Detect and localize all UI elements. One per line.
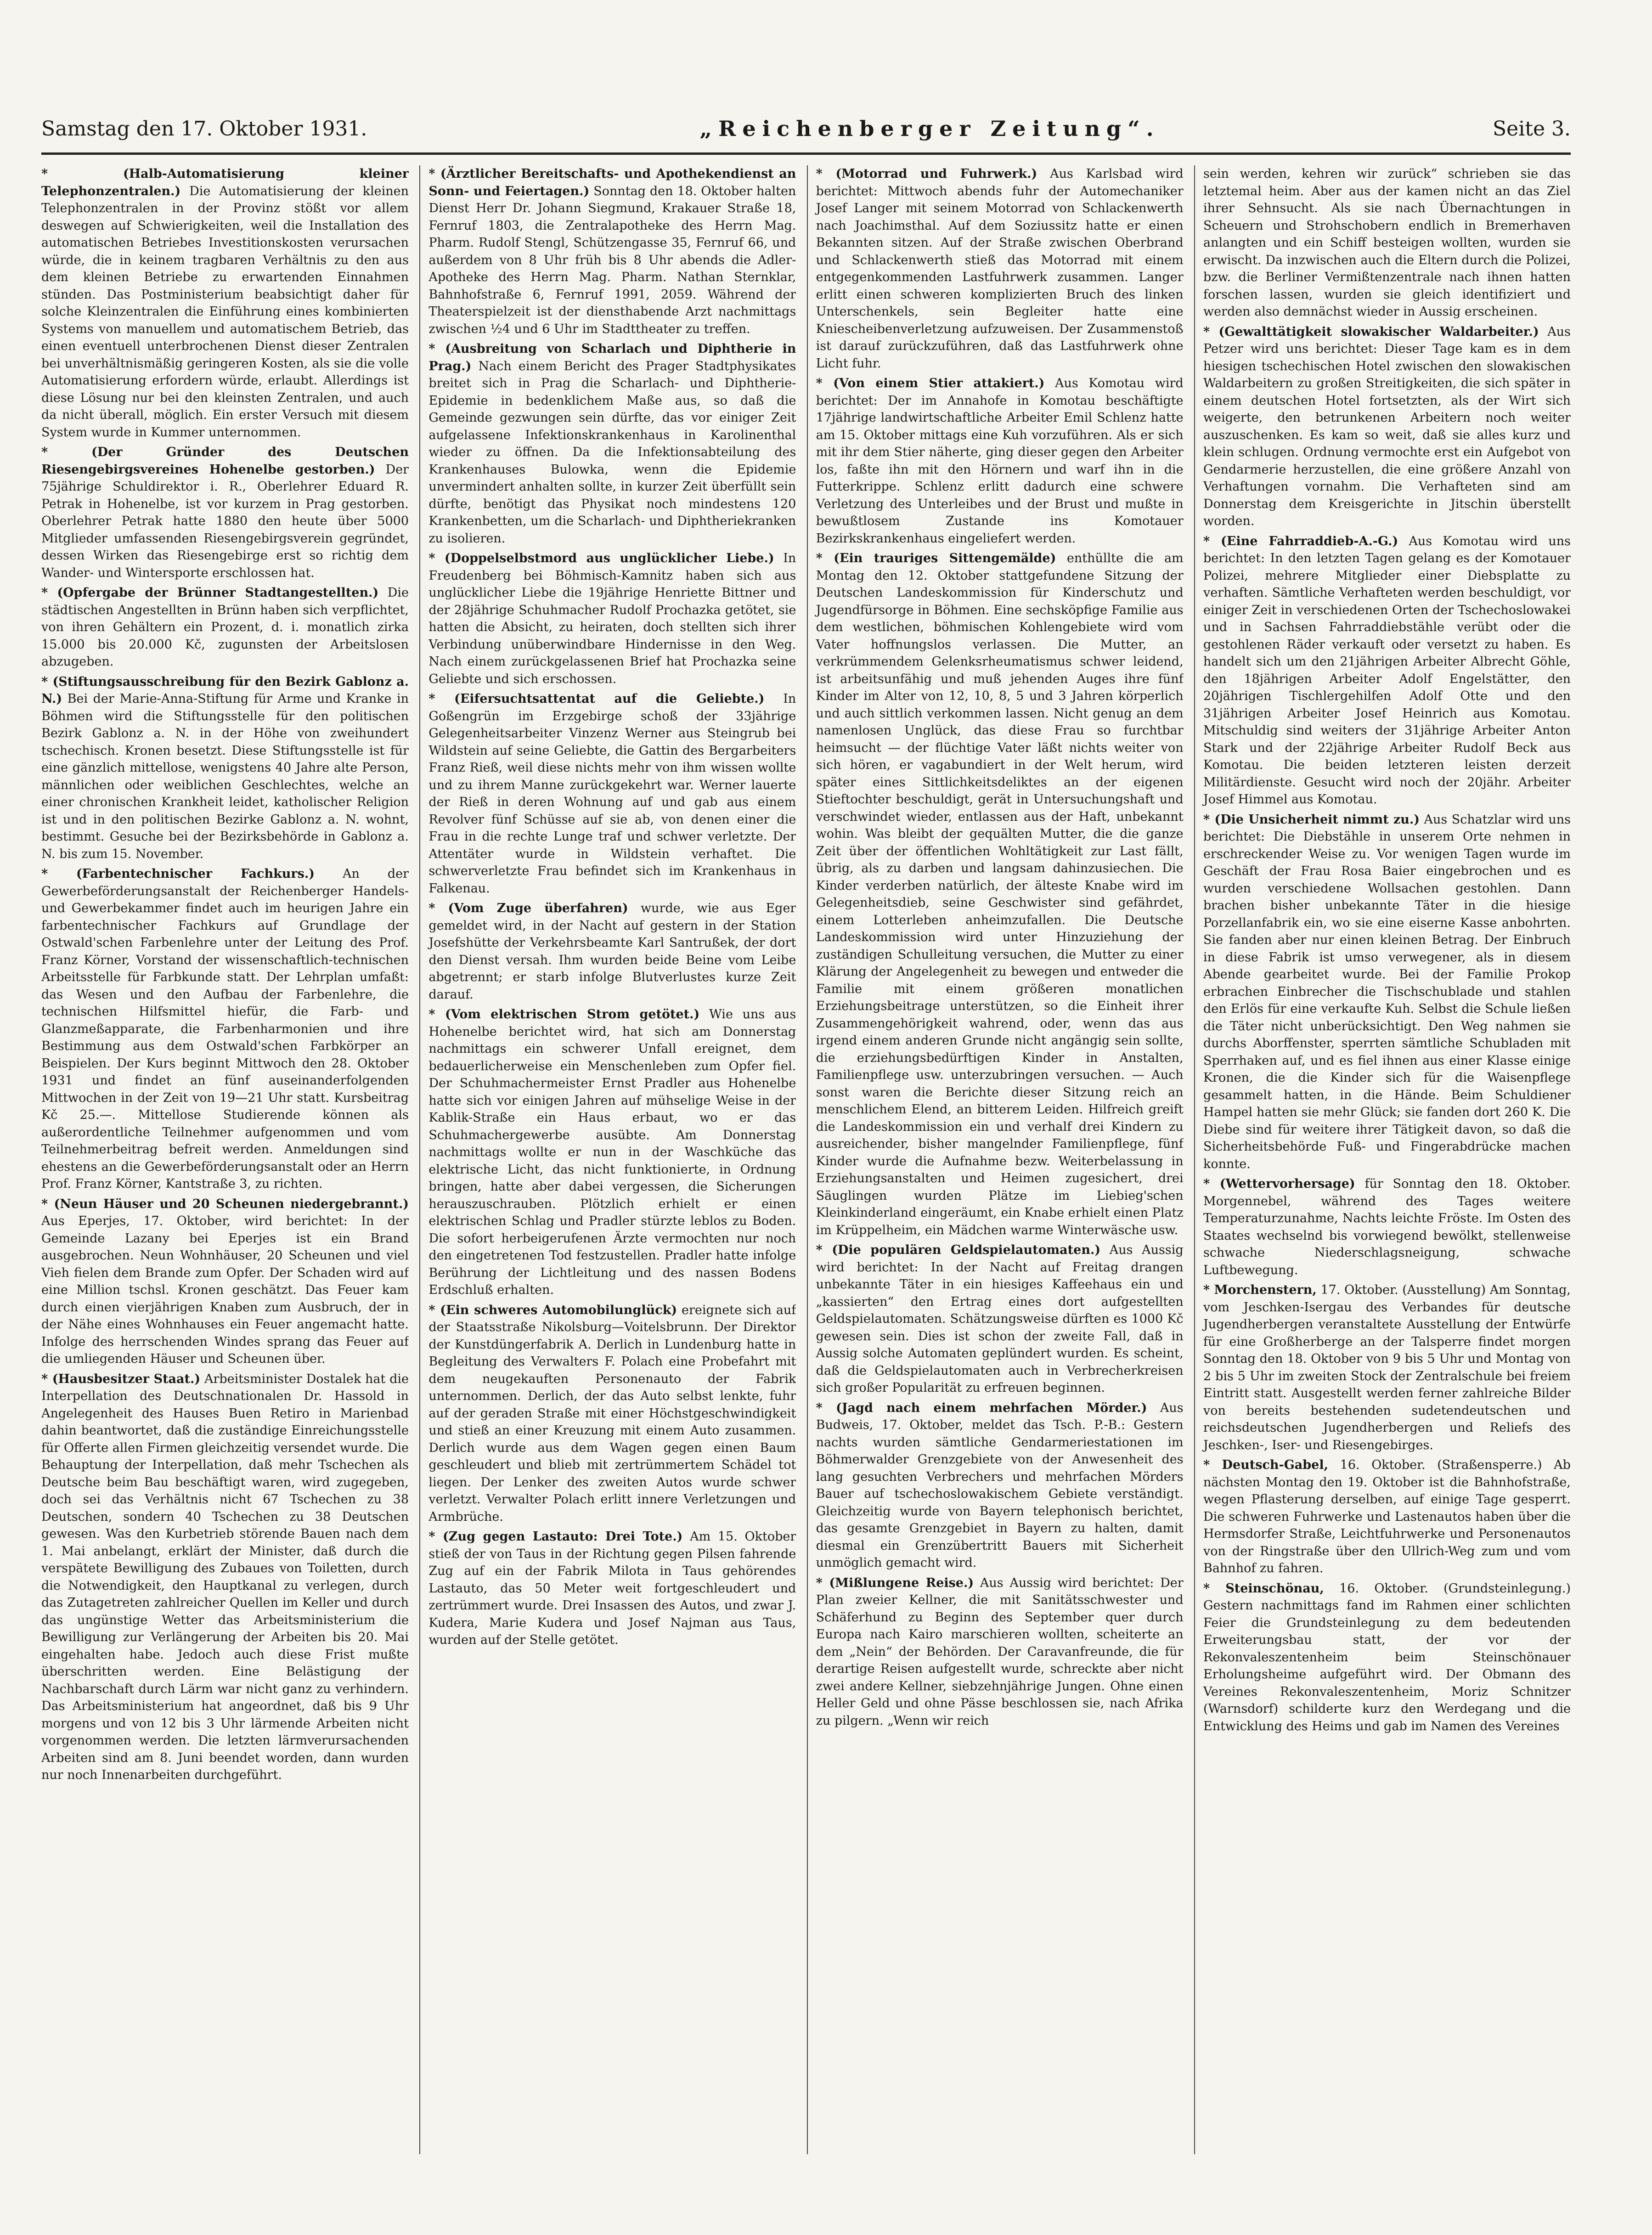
article-body: sein werden, kehren wir zurück“ schrieben sie das letztemal heim. Aber aus der kamen nicht an das Ziel ihrer Sehnsucht. Als sie nach Übernachtungen in Scheuern und Strohschobern endlich in Bremerhaven anlangten und ein Schiff besteigen wollten, wurden sie erwischt. Da inzwischen auch die Eltern durch die Polizei, bzw. die Berliner Vermißtenzentrale nach ihnen hatten forschen lassen, wurden sie gleich identifiziert und werden also demnächst wieder in Aussig erscheinen. — [1203, 167, 1571, 319]
news-article — [816, 165, 1184, 372]
article-heading: * (Die populären Geldspielautomaten.) — [816, 1243, 1101, 1257]
article-heading: * (Hausbesitzer Staat.) — [41, 1371, 201, 1386]
news-article — [429, 900, 796, 1003]
article-heading: * Morchenstern, — [1203, 1283, 1317, 1297]
article-body: In Freudenberg bei Böhmisch-Kamnitz haben sich aus unglücklicher Liebe die 19jährige Henriette Bittner und der 28jährige Schuhmacher Rudolf Prochazka getötet, sie hatten die Absicht, zu heiraten, doch stellten sich ihrer Verbindung unüberwindbare Hindernisse in den Weg. Nach einem zurückgelassenen Brief hat Prochazka seine Geliebte und sich erschossen. — [429, 551, 796, 686]
news-article — [41, 444, 409, 581]
article-heading: * (Ein trauriges Sittengemälde) — [816, 551, 1056, 565]
news-article — [816, 1242, 1184, 1397]
article-heading: * (Stiftungsausschreibung für den Bezirk Gablonz a. N.) — [41, 674, 409, 706]
article-body: ereignete sich auf der Staatsstraße Nikolsburg—Voitelsbrunn. Der Direktor der Kunstdüngerfabrik A. Derlich in Lundenburg hatte in Begleitung des Verwalters F. Polach eine Probefahrt mit dem neugekauften Personenauto der Fabrik unternommen. Derlich, der das Auto selbst lenkte, fuhr auf der geraden Straße mit einer Höchstgeschwindigkeit und stieß an einer Kreuzung mit einem Auto zusammen. Derlich wurde aus dem Wagen gegen einen Baum geschleudert und blieb mit zertrümmertem Schädel tot liegen. Der Lenker des zweiten Autos wurde schwer verletzt. Verwalter Polach erlitt innere Verletzungen und Armbrüche. — [429, 1303, 796, 1524]
article-heading: * (Ein schweres Automobilunglück) — [429, 1303, 677, 1317]
text-columns — [41, 165, 1571, 2154]
article-body: Aus Aussig wird berichtet: In der Nacht auf Freitag drangen unbekannte Täter in ein hiesiges Kaffeehaus ein und „kassierten“ den Ertrag eines dort aufgestellten Geldspielautomaten. Schätzungsweise dürften es 1000 Kč gewesen sein. Dies ist schon der zweite Fall, daß in Aussig solche Automaten geplündert wurden. Es scheint, daß die Geldspielautomaten auch in Verbrecherkreisen sich großer Popularität zu erfreuen beginnen. — [816, 1243, 1184, 1395]
issue-date: Samstag den 17. Oktober 1931. — [41, 117, 367, 141]
news-article — [1203, 1580, 1571, 1735]
article-body: Wie uns aus Hohenelbe berichtet wird, hat sich am Donnerstag nachmittags ein schwerer Unfall ereignet, dem bedauerlicherweise ein Menschenleben zum Opfer fiel. Der Schuhmachermeister Ernst Pradler aus Hohenelbe hatte sich vor einigen Jahren auf mühselige Weise in der Kablik-Straße ein Haus erbaut, wo er das Schuhmachergewerbe ausübte. Am Donnerstag nachmittags wollte er nun in der Waschküche das elektrische Licht, das nicht funktionierte, in Ordnung bringen, hatte aber dabei vergessen, die Sicherungen herauszuschrauben. Plötzlich erhielt er einen elektrischen Schlag und Pradler stürzte leblos zu Boden. Die sofort herbeigerufenen Ärzte vermochten nur noch den eingetretenen Tod festzustellen. Pradler hatte infolge Berührung der Lichtleitung und des nassen Bodens Erdschluß erhalten. — [429, 1007, 796, 1297]
news-article — [1203, 165, 1571, 321]
newspaper-page — [41, 110, 1571, 2159]
column-4 — [1194, 165, 1571, 2154]
article-heading: * (Von einem Stier attakiert.) — [816, 376, 1045, 390]
article-heading: * (Zug gegen Lastauto: Drei Tote.) — [429, 1530, 683, 1544]
article-body: Nach einem Bericht des Prager Stadtphysikates breitet sich in Prag die Scharlach- und Diphtherie-Epidemie in bedenklichem Maße aus, so daß die Gemeinde gezwungen sein dürfte, das vor einiger Zeit aufgelassene Infektionskrankenhaus in Karolinenthal wieder zu öffnen. Da die Infektionsabteilung des Krankenhauses Bulowka, wenn die Epidemie unvermindert anhalten sollte, in kurzer Zeit überfüllt sein dürfte, benötigt das Physikat noch mindestens 120 Krankenbetten, um die Scharlach- und Diphtheriekranken zu isolieren. — [429, 359, 796, 546]
article-body: Der 75jährige Schuldirektor i. R., Oberlehrer Eduard R. Petrak in Hohenelbe, ist vor kurzem in Prag gestorben. Oberlehrer Petrak hatte 1880 den heute über 5000 Mitglieder umfassenden Riesengebirgsverein gegründet, dessen Wirken das Riesengebirge erst so richtig dem Wander- und Wintersporte erschlossen hat. — [41, 462, 409, 580]
news-article — [816, 1575, 1184, 1730]
article-heading: * (Der Gründer des Deutschen Riesengebirgsvereines Hohenelbe gestorben.) — [41, 445, 409, 477]
article-heading: * (Farbentechnischer Fachkurs.) — [41, 867, 315, 881]
article-body: Die städtischen Angestellten in Brünn haben sich verpflichtet, von ihren Gehältern ein Prozent, d. i. monatlich zirka 15.000 bis 20.000 Kč, zugunsten der Arbeitslosen abzugeben. — [41, 586, 409, 669]
article-body: Aus Komotau wird uns berichtet: In den letzten Tagen gelang es der Komotauer Polizei, mehrere Mitglieder einer Diebsplatte zu verhaften. Sämtliche Verhafteten werden beschuldigt, vor einiger Zeit in verschiedenen Orten der Tschechoslowakei und in Sachsen Fahrraddiebstähle verübt oder die gestohlenen Räder verkauft oder versetzt zu haben. Es handelt sich um den 21jährigen Arbeiter Albrecht Göhle, den 18jährigen Arbeiter Adolf Engelstätter, den 20jährigen Tischlergehilfen Adolf Otte und den 31jährigen Arbeiter Josef Heinrich aus Komotau. Mitschuldig sind weiters der 31jährige Arbeiter Anton Stark und der 22jährige Arbeiter Rudolf Beck aus Komotau. Die beiden letzteren leisten derzeit Militärdienste. Gesucht wird noch der 20jähr. Arbeiter Josef Himmel aus Komotau. — [1203, 534, 1571, 807]
news-article — [816, 375, 1184, 547]
article-body: 17. Oktober. (Ausstellung) Am Sonntag, vom Jeschken-Isergau des Verbandes für deutsche Jugendherbergen veranstaltete Ausstellung der Entwürfe für eine Großherberge an der Talsperre findet morgen Sonntag den 18. Oktober von 9 bis 5 Uhr und Montag von 2 bis 5 Uhr im zweiten Stock der Zentralschule bei freiem Eintritt statt. Ausgestellt werden ferner zahlreiche Bilder von bereits bestehenden sudetendeutschen und reichsdeutschen Jugendherbergen und Reliefs des Jeschken-, Iser- und Riesengebirges. — [1203, 1283, 1571, 1452]
news-article — [816, 550, 1184, 1239]
article-body: Sonntag den 18. Oktober halten Dienst Herr Dr. Johann Siegmund, Krakauer Straße 18, Fernruf 1803, die Zentralapotheke des Herrn Mag. Pharm. Rudolf Stengl, Schützengasse 35, Fernruf 66, und außerdem von 8 Uhr früh bis 8 Uhr abends die Adler-Apotheke des Herrn Mag. Pharm. Nathan Sternklar, Bahnhofstraße 6, Fernruf 1991, 2059. Während der Theaterspielzeit ist der diensthabende Arzt nachmittags zwischen ½4 und 6 Uhr im Stadttheater zu treffen. — [429, 184, 796, 336]
article-heading: * (Gewalttätigkeit slowakischer Waldarbeiter.) — [1203, 324, 1539, 339]
article-heading: * Steinschönau, — [1203, 1581, 1324, 1596]
article-body: 16. Oktober. (Straßensperre.) Ab nächsten Montag den 19. Oktober ist die Bahnhofstraße, wegen Pflasterung derselben, auf einige Tage gesperrt. Die schweren Fuhrwerke und Lastenautos haben über die Hermsdorfer Straße, Leichtfuhrwerke und Personenautos von der Ringstraße über den Ullrich-Weg zum und vom Bahnhof zu fahren. — [1203, 1458, 1571, 1575]
article-body: Aus Aussig wird berichtet: Der Plan zweier Kellner, die mit Sanitätsschwester und Schäferhund zu Beginn des September quer durch Europa nach Kairo marschieren wollten, scheiterte an dem „Nein“ der Behörden. Der Caravanfreunde, die für derartige Reisen aufgestellt wurde, schreckte aber nicht zwei andere Kellner, siebzehnjährige Jungen. Ohne einen Heller Geld und ohne Pässe beschlossen sie, nach Afrika zu pilgern. „Wenn wir reich — [816, 1575, 1184, 1728]
article-heading: * (Jagd nach einem mehrfachen Mörder.) — [816, 1400, 1147, 1415]
news-article — [41, 1371, 409, 1784]
news-article — [41, 165, 409, 441]
article-heading: * (Eifersuchtsattentat auf die Geliebte.) — [429, 692, 765, 706]
article-body: In Goßengrün im Erzgebirge schoß der 33jährige Gelegenheitsarbeiter Vinzenz Werner aus Steingrub bei Wildstein auf seine Geliebte, die Gattin des Bergarbeiters Franz Rieß, weil diese nichts mehr von ihm wissen wollte und zu ihrem Manne zurückgekehrt war. Werner lauerte der Rieß in deren Wohnung auf und gab aus einem Revolver fünf Schüsse auf sie ab, von denen einer die Frau in die rechte Lunge traf und schwer verletzte. Der Attentäter wurde in Wildstein verhaftet. Die schwerverletzte Frau befindet sich im Krankenhaus in Falkenau. — [429, 692, 796, 896]
news-article — [429, 1302, 796, 1526]
article-heading: * (Opfergabe der Brünner Stadtangestellten.) — [41, 586, 379, 600]
article-body: 16. Oktober. (Grundsteinlegung.) Gestern nachmittags fand im Rahmen einer schlichten Feier die Grundsteinlegung zu dem bedeutenden Erweiterungsbau statt, der vor der Rekonvaleszentenheim beim Steinschönauer Erholungsheime aufgeführt wird. Der Obmann des Vereines Rekonvaleszentenheim, Moriz Schnitzer (Warnsdorf) schilderte kurz den Werdegang und die Entwicklung des Heims und gab im Namen des Vereines — [1203, 1581, 1571, 1733]
article-body: Arbeitsminister Dostalek hat die Interpellation des Deutschnationalen Dr. Hassold in Angelegenheit des Hauses Buen Retiro in Marienbad dahin beantwortet, daß die zuständige Einreichungsstelle für Offerte allen Firmen gleichzeitig versendet wurde. Die Behauptung der Interpellation, daß mehr Tschechen als Deutsche beim Bau beschäftigt waren, wird zugegeben, doch sei das Verhältnis nicht 67 Tschechen zu 38 Deutschen, sondern 40 Tschechen zu 38 Deutschen gewesen. Was den Kurbetrieb störende Bauen nach dem 1. Mai anbelangt, erklärt der Minister, daß durch die verspätete Bewilligung des Zubaues von Toiletten, durch die Notwendigkeit, den Hauptkanal zu verlegen, durch das Zutagetreten zahlreicher Quellen im Keller und durch das ungünstige Wetter das Arbeitsministerium die Bewilligung zur Verlängerung der Arbeiten bis 20. Mai eingehalten habe. Jedoch auch diese Frist mußte überschritten werden. Eine Belästigung der Nachbarschaft durch Lärm war nicht ganz zu verhindern. Das Arbeitsministerium hat angeordnet, daß bis 9 Uhr morgens und von 12 bis 3 Uhr lärmende Arbeiten nicht vorgenommen werden. Die letzten lärmverursachenden Arbeiten sind am 8. Juni beendet worden, dann wurden nur noch Innenarbeiten durchgeführt. — [41, 1371, 409, 1782]
column-1 — [41, 165, 409, 2154]
article-heading: * Deutsch-Gabel, — [1203, 1458, 1328, 1472]
news-article — [41, 865, 409, 1193]
news-article — [1203, 1281, 1571, 1454]
news-article — [41, 1196, 409, 1368]
news-article — [41, 584, 409, 671]
article-body: Aus Petzer wird uns berichtet: Dieser Tage kam es in dem hiesigen tschechischen Hotel zwischen den slowakischen Waldarbeitern zu großen Streitigkeiten, die sich später in einem deutschen Hotel fortsetzten, als der Wirt sich weigerte, den betrunkenen Arbeitern noch weiter auszuschenken. Es kam so weit, daß sie alles kurz und klein schlugen. Ordnung vermochte erst ein Aufgebot von Gendarmerie herzustellen, die eine größere Anzahl von Verhaftungen vornahm. Die Verhafteten sind am Donnerstag dem Kreisgerichte in Jitschin überstellt worden. — [1203, 324, 1571, 528]
article-heading: * (Neun Häuser und 20 Scheunen niedergebrannt.) — [41, 1197, 409, 1211]
news-article — [41, 673, 409, 863]
news-article — [429, 690, 796, 897]
article-body: Bei der Marie-Anna-Stiftung für Arme und Kranke in Böhmen wird die Stiftungsstelle für den politischen Bezirk Gablonz a. N. in der Höhe von zweihundert tschechisch. Kronen besetzt. Diese Stiftungsstelle ist für eine gänzlich mittellose, wenigstens 40 Jahre alte Person, männlichen oder weiblichen Geschlechtes, welche an einer chronischen Krankheit leidet, katholischer Religion ist und in den politischen Bezirke Gablonz a. N. wohnt, bestimmt. Gesuche bei der Bezirksbehörde in Gablonz a. N. bis zum 15. November. — [41, 692, 409, 861]
news-article — [429, 550, 796, 688]
article-body: für Sonntag den 18. Oktober. Morgennebel, während des Tages weitere Temperaturzunahme, Nachts leichte Fröste. Im Osten des Staates wechselnd bis vorwiegend bewölkt, stellenweise schwache Niederschlagsneigung, schwache Luftbewegung. — [1203, 1177, 1571, 1277]
article-body: Aus Karlsbad wird berichtet: Mittwoch abends fuhr der Automechaniker Josef Langer mit seinem Motorrad von Schlackenwerth nach Joachimsthal. Auf dem Soziussitz hatte er einen Bekannten sitzen. Auf der Straße zwischen Oberbrand und Schlackenwerth stieß das Motorrad mit einem entgegenkommenden Lastfuhrwerk zusammen. Langer erlitt einen schweren komplizierten Bruch des linken Unterschenkels, sein Begleiter hatte eine Kniescheibenverletzung aufzuweisen. Der Zusammenstoß ist darauf zurückzuführen, daß das Lastfuhrwerk ohne Licht fuhr. — [816, 167, 1184, 371]
article-heading: * (Mißlungene Reise.) — [816, 1575, 974, 1590]
article-heading: * (Motorrad und Fuhrwerk.) — [816, 167, 1037, 181]
article-heading: * (Halb-Automatisierung kleiner Telephonzentralen.) — [41, 167, 409, 198]
article-heading: * (Ärztlicher Bereitschafts- und Apothekendienst an Sonn- und Feiertagen.) — [429, 167, 796, 198]
news-article — [816, 1400, 1184, 1572]
article-body: Die Automatisierung der kleinen Telephonzentralen in der Provinz stößt vor allem deswegen auf Schwierigkeiten, weil die Installation des automatischen Betriebes Investitionskosten verursachen würde, die in keinem tragbaren Verhältnis zu den aus dem kleinen Betriebe zu erwartenden Einnahmen stünden. Das Postministerium beabsichtigt daher für solche Kleinzentralen die Einführung eines kombinierten Systems von manuellem und automatischem Betrieb, das einen eventuell unterbrochenen Dienst dieser Zentralen bei unverhältnismäßig geringeren Kosten, als sie die volle Automatisierung erfordern würde, erlaubt. Allerdings ist diese Lösung nur bei den kleinsten Zentralen, und auch da nicht überall, möglich. Ein erster Versuch mit diesem System wurde in Kummer unternommen. — [41, 184, 409, 440]
article-heading: * (Eine Fahrraddieb-A.-G.) — [1203, 534, 1398, 548]
page-header — [41, 110, 1571, 147]
article-body: Aus Schatzlar wird uns berichtet: Die Diebstähle in unserem Orte nehmen in erschreckender Weise zu. Vor wenigen Tagen wurde im Geschäft der Frau Rosa Baier eingebrochen und es wurden verschiedene Wollsachen gestohlen. Dann brachen bisher unbekannte Täter in die hiesige Porzellanfabrik ein, wo sie eine eiserne Kasse anbohrten. Sie fanden aber nur einen kleinen Betrag. Der Einbruch in diese Fabrik ist umso verwegener, als in diesem Abende gearbeitet wurde. Bei der Familie Prokop erbrachen Einbrecher die Tischschublade und stahlen den Erlös für eine verkaufte Kuh. Selbst die Schule ließen die Täter nicht unberücksichtigt. Den Weg nahmen sie durchs Aborffenster, sperrten sämtliche Schubladen mit Sperrhaken auf, und es fiel ihnen aus einer Klasse einige Kronen, die die Kinder sich für die Waisenpflege gesammelt hatten, in die Hände. Beim Schuldiener Hampel hatten sie mehr Glück; sie fanden dort 260 K. Die Diebe sind für weitere ihrer Tätigkeit davon, so daß die Sicherheitsbehörde Fuß- und Fingerabdrücke machen konnte. — [1203, 812, 1571, 1171]
news-article — [1203, 533, 1571, 808]
column-3 — [807, 165, 1184, 2154]
article-heading: * (Doppelselbstmord aus unglücklicher Liebe.) — [429, 551, 774, 565]
header-rule — [41, 152, 1571, 155]
newspaper-title: „Reichenberger Zeitung“. — [699, 116, 1160, 141]
article-heading: * (Wettervorhersage) — [1203, 1177, 1355, 1191]
article-heading: * (Die Unsicherheit nimmt zu.) — [1203, 812, 1420, 827]
news-article — [1203, 323, 1571, 530]
article-heading: * (Vom Zuge überfahren) — [429, 901, 628, 915]
news-article — [1203, 1175, 1571, 1279]
news-article — [1203, 1456, 1571, 1577]
news-article — [1203, 811, 1571, 1173]
news-article — [429, 1528, 796, 1649]
page-number: Seite 3. — [1493, 117, 1571, 141]
column-2 — [419, 165, 796, 2154]
article-body: wurde, wie aus Eger gemeldet wird, in der Nacht auf gestern in der Station Josefshütte der Verkehrsbeamte Karl Santrußek, der dort den Dienst versah. Ihm wurden beide Beine vom Leibe abgetrennt; er starb infolge Blutverlustes kurze Zeit darauf. — [429, 901, 796, 1002]
news-article — [429, 165, 796, 338]
news-article — [429, 340, 796, 547]
article-body: Aus Eperjes, 17. Oktober, wird berichtet: In der Gemeinde Lazany bei Eperjes ist ein Brand ausgebrochen. Neun Wohnhäuser, 20 Scheunen und viel Vieh fielen dem Brande zum Opfer. Der Schaden wird auf eine Million tschsl. Kronen geschätzt. Das Feuer kam durch einen vierjährigen Knaben zum Ausbruch, der in der Nähe eines Wohnhauses ein Feuer angemacht hatte. Infolge des herrschenden Windes sprang das Feuer auf die umliegenden Häuser und Scheunen über. — [41, 1214, 409, 1366]
article-body: enthüllte die am Montag den 12. Oktober stattgefundene Sitzung der Deutschen Landeskommission für Kinderschutz und Jugendfürsorge in Böhmen. Eine sechsköpfige Familie aus dem westlichen, böhmischen Kohlengebiete wird vom Vater hoffnungslos verlassen. Die Mutter, an verkrümmendem Gelenksrheumatismus schwer leidend, ist arbeitsunfähig und muß jehenden Auges ihre fünf Kinder im Alter von 12, 10, 8, 5 und 3 Jahren körperlich und auch sittlich verkommen lassen. Nicht genug an dem namenlosen Unglück, das diese Frau so furchtbar heimsucht — der flüchtige Vater läßt nichts weiter von sich hören, er vagabundiert in der Welt herum, wird später eines Sittlichkeitsdeliktes an der eigenen Stieftochter beschuldigt, gerät in Untersuchungshaft und verschwindet wieder, entlassen aus der Haft, unbekannt wohin. Was bleibt der gequälten Mutter, die die ganze Zeit über der öffentlichen Wohltätigkeit zur Last fällt, übrig, als zu darben und langsam dahinzusiechen. Die Kinder verderben natürlich, der älteste Knabe wird im Gelegenheitsdieb, seine Geschwister sind gefährdet, einem Lotterleben anheimzufallen. Die Deutsche Landeskommission wird unter Hinzuziehung der zuständigen Schulleitung versuchen, die Mutter zu einer Klärung der Angelegenheit zu bewegen und entweder die Familie mit einem größeren monatlichen Erziehungsbeitrage unterstützen, so die Einheit ihrer Zusammengehörigkeit wahrend, oder, wenn das aus irgend einem anderen Grunde nicht angängig sein sollte, die erziehungsbedürftigen Kinder in Anstalten, Familienpflege usw. unterzubringen versuchen. — Auch sonst waren die Berichte dieser Sitzung reich an menschlichem Elend, an bitterem Leiden. Hilfreich greift die Landeskommission ein und verhalf drei Kindern zu ausreichender, bisher mangelnder Familienpflege, fünf Kinder wurde die Aufnahme bezw. Weiterbelassung in Erziehungsanstalten und Heimen zugesichert, drei Säuglingen wurden Plätze im Liebieg'schen Kleinkinderland eingeräumt, ein Knabe erhielt einen Platz im Krüppelheim, ein Mädchen warme Winterwäsche usw. — [816, 551, 1184, 1237]
article-heading: * (Ausbreitung von Scharlach und Diphtherie in Prag.) — [429, 342, 796, 373]
article-body: Aus Komotau wird berichtet: Der im Annahofe in Komotau beschäftigte 17jährige landwirtschaftliche Arbeiter Emil Schlenz hatte am 15. Oktober mittags eine Kuh vorzuführen. Als er sich mit ihr dem Stier näherte, ging dieser gegen den Arbeiter los, faßte ihn mit den Hörnern und warf ihn in die Futterkrippe. Schlenz erlitt dadurch eine schwere Verletzung des Unterleibes und der Brust und mußte in bewußtlosem Zustande ins Komotauer Bezirkskrankenhaus eingeliefert werden. — [816, 376, 1184, 546]
article-body: An der Gewerbeförderungsanstalt der Reichenberger Handels- und Gewerbekammer findet auch im heurigen Jahre ein farbentechnischer Fachkurs auf Grundlage der Ostwald'schen Farbenlehre unter der Leitung des Prof. Franz Körner, Vorstand der wissenschaftlich-technischen Arbeitsstelle für Farbkunde statt. Der Lehrplan umfaßt: das Wesen und den Aufbau der Farbenlehre, die technischen Hilfsmittel hiefür, die Farb- und Glanzmeßapparate, die Farbenharmonien und ihre Bestimmung aus dem Ostwald'schen Farbkörper an Beispielen. Der Kurs beginnt Mittwoch den 28. Oktober 1931 und findet an fünf auseinanderfolgenden Mittwochen in der Zeit von 19—21 Uhr statt. Kursbeitrag Kč 25.—. Mittellose Studierende können als außerordentliche Teilnehmer aufgenommen und vom Teilnehmerbeitrag befreit werden. Anmeldungen sind ehestens an die Gewerbeförderungsanstalt oder an Herrn Prof. Franz Körner, Kantstraße 3, zu richten. — [41, 867, 409, 1191]
article-heading: * (Vom elektrischen Strom getötet.) — [429, 1007, 700, 1022]
news-article — [429, 1006, 796, 1299]
article-body: Aus Budweis, 17. Oktober, meldet das Tsch. P.-B.: Gestern nachts wurden sämtliche Gendarmeriestationen im Böhmerwalder Grenzgebiete von der Anwesenheit des lang gesuchten Verbrechers und mehrfachen Mörders Bauer auf tschechoslowakischem Gebiete verständigt. Gleichzeitig wurde von Bayern telephonisch berichtet, das gesamte Grenzgebiet in Bayern zu halten, damit diesmal ein Grenzübertritt Bauers mit Sicherheit unmöglich gemacht wird. — [816, 1400, 1184, 1570]
article-body: Am 15. Oktober stieß der von Taus in der Richtung gegen Pilsen fahrende Zug auf ein der Fabrik Milota in Taus gehörendes Lastauto, das 50 Meter weit fortgeschleudert und zertrümmert wurde. Drei Insassen des Autos, und zwar J. Kudera, Marie Kudera und Josef Najman aus Taus, wurden auf der Stelle getötet. — [429, 1530, 796, 1647]
